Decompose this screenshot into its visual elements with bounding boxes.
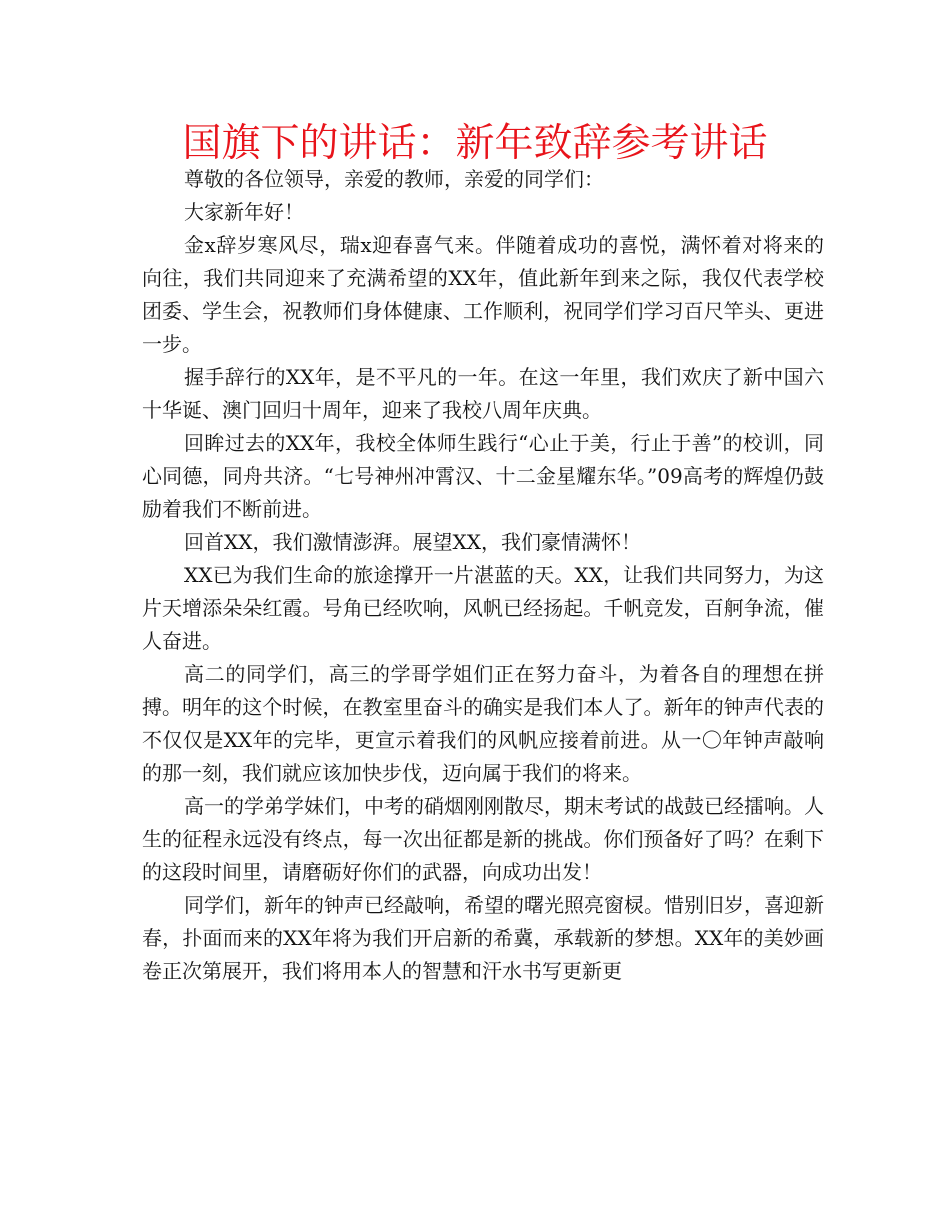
paragraph: XX已为我们生命的旅途撑开一片湛蓝的天。XX，让我们共同努力，为这片天增添朵朵红霞。号角已经吹响，风帆已经扬起。千帆竞发，百舸争流，催人奋进。: [142, 563, 824, 653]
paragraph: 回眸过去的XX年，我校全体师生践行“心止于美，行止于善”的校训，同心同德，同舟共济。“七号神州冲霄汉、十二金星耀东华。”09高考的辉煌仍鼓励着我们不断前进。: [142, 431, 824, 521]
paragraph: 高二的同学们，高三的学哥学姐们正在努力奋斗，为着各自的理想在拼搏。明年的这个时候，在教室里奋斗的确实是我们本人了。新年的钟声代表的不仅仅是XX年的完毕，更宣示着我们的风帆应接着前进。从一〇年钟声敲响的那一刻，我们就应该加快步伐，迈向属于我们的将来。: [142, 662, 824, 785]
paragraph: 高一的学弟学妹们，中考的硝烟刚刚散尽，期末考试的战鼓已经擂响。人生的征程永远没有终点，每一次出征都是新的挑战。你们预备好了吗？在剩下的这段时间里，请磨砺好你们的武器，向成功出发！: [142, 794, 824, 884]
document-title: 国旗下的讲话：新年致辞参考讲话: [182, 121, 768, 166]
paragraph: 回首XX，我们激情澎湃。展望XX，我们豪情满怀！: [184, 530, 641, 554]
paragraph: 金x辞岁寒风尽，瑞x迎春喜气来。伴随着成功的喜悦，满怀着对将来的向往，我们共同迎来了充满希望的XX年，值此新年到来之际，我仅代表学校团委、学生会，祝教师们身体健康、工作顺利，祝同学们学习百尺竿头、更进一步。: [142, 233, 824, 356]
document-body: [142, 163, 824, 988]
paragraph-greeting: 大家新年好！: [184, 200, 304, 224]
paragraph-salutation: 尊敬的各位领导，亲爱的教师，亲爱的同学们：: [184, 167, 604, 191]
paragraph: 同学们，新年的钟声已经敲响，希望的曙光照亮窗棂。惜别旧岁，喜迎新春，扑面而来的XX年将为我们开启新的希冀，承载新的梦想。XX年的美妙画卷正次第展开，我们将用本人的智慧和汗水书写更新更: [142, 893, 824, 983]
paragraph: 握手辞行的XX年，是不平凡的一年。在这一年里，我们欢庆了新中国六十华诞、澳门回归十周年，迎来了我校八周年庆典。: [142, 365, 824, 422]
